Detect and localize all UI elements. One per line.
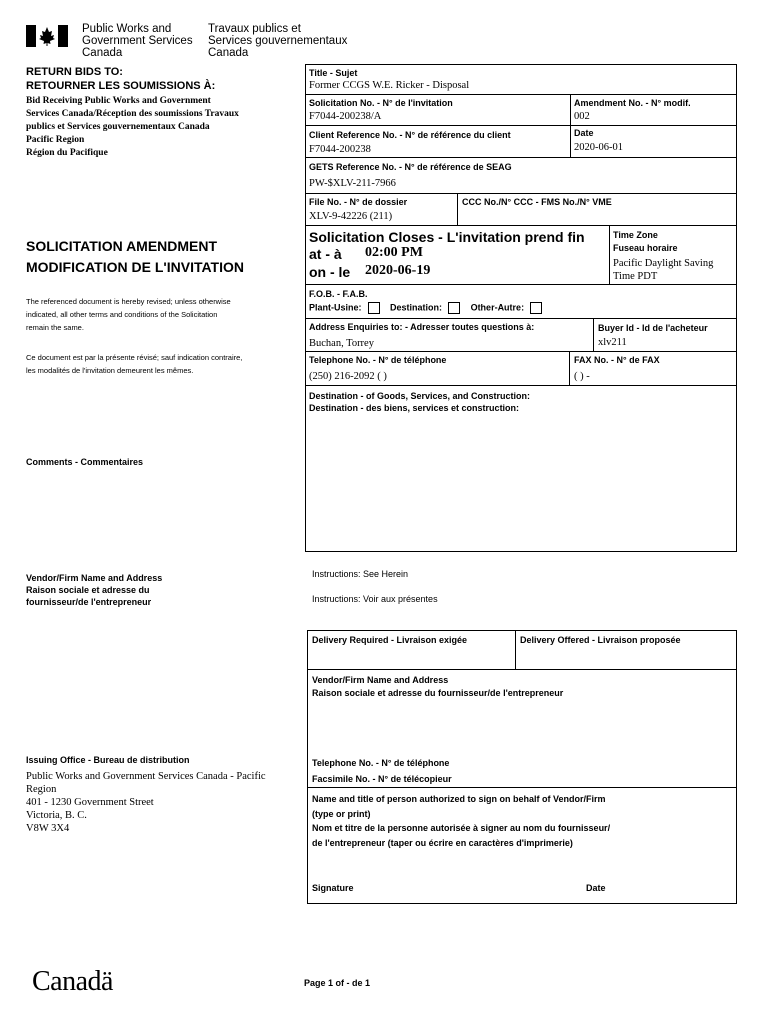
destination-goods-label: Destination - of Goods, Services, and Construction: Destination - des biens, services et construction: xyxy=(309,391,531,413)
client-reference-label: Client Reference No. - N° de référence du client xyxy=(309,130,511,140)
agency-name-fr: Travaux publics et Services gouvernementaux Canada xyxy=(208,23,348,59)
closes-on-value: 2020-06-19 xyxy=(365,263,431,278)
plant-usine-checkbox[interactable] xyxy=(368,302,380,314)
signature-date-label: Date xyxy=(586,883,606,893)
vendor-label: Vendor/Firm Name and Address Raison sociale et adresse du fournisseur/de l'entrepreneur xyxy=(26,573,163,607)
client-reference-value: F7044-200238 xyxy=(309,144,371,155)
closes-at-label: at - à xyxy=(309,246,342,262)
vendor-telephone-label: Telephone No. - N° de téléphone xyxy=(312,758,450,768)
buyer-id-label: Buyer Id - Id de l'acheteur xyxy=(598,323,708,333)
canada-flag-icon xyxy=(26,25,68,47)
telephone-value: (250) 216-2092 ( ) xyxy=(309,371,387,382)
title-value: Former CCGS W.E. Ricker - Disposal xyxy=(309,80,470,91)
time-zone-value: Pacific Daylight Saving Time PDT xyxy=(613,258,714,282)
other-autre-checkbox[interactable] xyxy=(530,302,542,314)
return-bids-address: Bid Receiving Public Works and Government Services Canada/Réception des soumissions Travaux publics et Services gouvernementaux Canada Pacific Region Région du Pacifique xyxy=(26,96,239,158)
amendment-note-en: The referenced document is hereby revised; unless otherwise indicated, all other terms and conditions of the Solicitation remain the same. xyxy=(26,297,231,332)
signature-label: Signature xyxy=(312,883,354,893)
gets-reference-value: PW-$XLV-211-7966 xyxy=(309,178,396,189)
gets-reference-label: GETS Reference No. - N° de référence de SEAG xyxy=(309,162,512,172)
solicitation-number-label: Solicitation No. - N° de l'invitation xyxy=(309,98,453,108)
authorized-person-label: Name and title of person authorized to sign on behalf of Vendor/Firm (type or print) Nom et titre de la personne autorisée à signer au nom du fournisseur/ de l'entrepreneur (taper ou écrire en caractères d'imprimerie) xyxy=(312,794,611,848)
solicitation-number-value: F7044-200238/A xyxy=(309,111,382,122)
solicitation-closes-title: Solicitation Closes - L'invitation prend fin xyxy=(309,229,585,245)
issuing-office-address: Public Works and Government Services Canada - Pacific Region 401 - 1230 Government Street Victoria, B. C. V8W 3X4 xyxy=(26,771,266,834)
amendment-title: SOLICITATION AMENDMENT MODIFICATION DE L'INVITATION xyxy=(26,238,244,275)
address-enquiries-label: Address Enquiries to: - Adresser toutes questions à: xyxy=(309,322,535,332)
instructions-en: Instructions: See Herein xyxy=(312,569,409,579)
time-zone-label: Time Zone Fuseau horaire xyxy=(613,230,678,253)
agency-name-en: Public Works and Government Services Canada xyxy=(82,23,193,59)
date-value: 2020-06-01 xyxy=(574,142,623,153)
file-number-value: XLV-9-42226 (211) xyxy=(309,211,393,222)
vendor-facsimile-label: Facsimile No. - N° de télécopieur xyxy=(312,774,452,784)
file-number-label: File No. - N° de dossier xyxy=(309,197,408,207)
destination-checkbox[interactable] xyxy=(448,302,460,314)
delivery-required-label: Delivery Required - Livraison exigée xyxy=(312,635,468,645)
buyer-id-value: xlv211 xyxy=(598,337,627,348)
fax-label: FAX No. - N° de FAX xyxy=(574,355,660,365)
closes-on-label: on - le xyxy=(309,264,351,280)
amendment-number-label: Amendment No. - N° modif. xyxy=(574,98,691,108)
delivery-offered-label: Delivery Offered - Livraison proposée xyxy=(520,635,681,645)
plant-usine-label: Plant-Usine: xyxy=(309,302,362,313)
closes-at-value: 02:00 PM xyxy=(365,245,423,260)
amendment-number-value: 002 xyxy=(574,111,590,122)
destination-label: Destination: xyxy=(390,302,443,313)
amendment-note-fr: Ce document est par la présente révisé; sauf indication contraire, les modalités de l'invitation demeurent les mêmes. xyxy=(26,353,243,375)
telephone-label: Telephone No. - N° de téléphone xyxy=(309,355,447,365)
address-enquiries-value: Buchan, Torrey xyxy=(309,338,374,349)
comments-label: Comments - Commentaires xyxy=(26,457,144,467)
ccc-number-label: CCC No./N° CCC - FMS No./N° VME xyxy=(462,197,612,207)
fob-options xyxy=(309,302,550,314)
canada-wordmark: Canadä xyxy=(32,966,113,997)
fax-value: ( ) - xyxy=(574,371,590,382)
issuing-office-label: Issuing Office - Bureau de distribution xyxy=(26,755,190,765)
title-label: Title - Sujet xyxy=(309,68,358,78)
instructions-fr: Instructions: Voir aux présentes xyxy=(312,594,438,604)
fob-label: F.O.B. - F.A.B. xyxy=(309,289,368,299)
other-autre-label: Other-Autre: xyxy=(470,302,525,313)
page-number: Page 1 of - de 1 xyxy=(304,978,371,988)
vendor-firm-label: Vendor/Firm Name and Address Raison sociale et adresse du fournisseur/de l'entrepreneur xyxy=(312,675,564,698)
return-bids-heading: RETURN BIDS TO: RETOURNER LES SOUMISSIONS À: xyxy=(26,66,216,92)
date-label: Date xyxy=(574,128,594,138)
